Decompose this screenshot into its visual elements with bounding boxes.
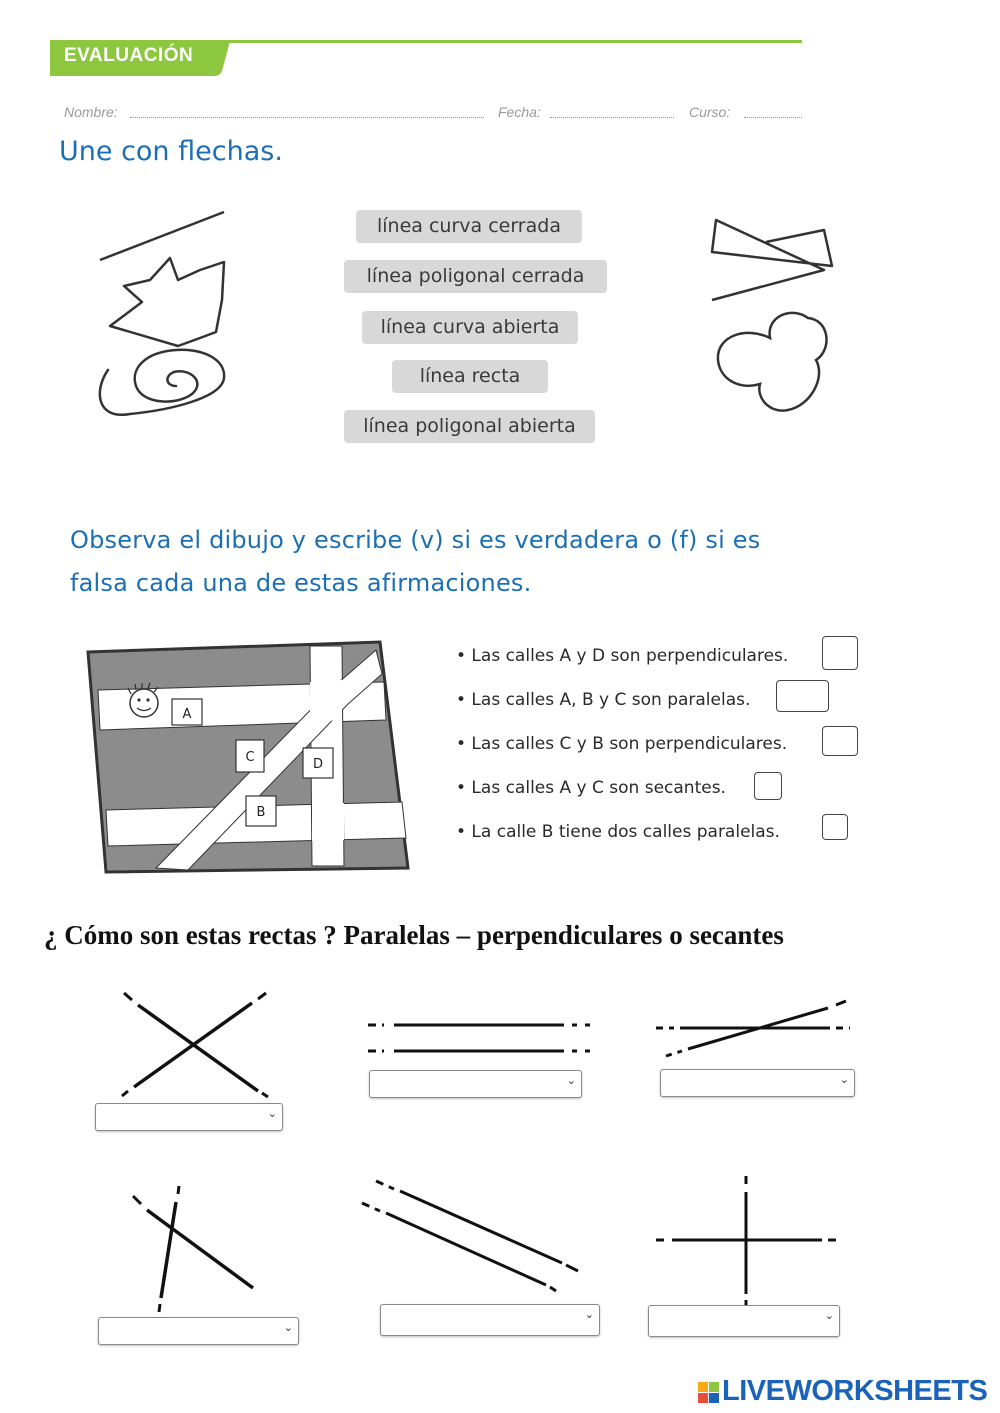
closed-curve-shape	[718, 313, 827, 411]
chevron-down-icon: ⌄	[824, 1309, 834, 1322]
statement-2: • Las calles A, B y C son paralelas.	[456, 690, 751, 710]
label-closed-curve[interactable]: línea curva cerrada	[356, 210, 582, 243]
answer-select-4[interactable]	[98, 1317, 299, 1345]
chevron-down-icon: ⌄	[283, 1321, 293, 1334]
chevron-down-icon: ⌄	[267, 1107, 277, 1120]
evaluation-title: EVALUACIÓN	[64, 45, 194, 66]
chevron-down-icon: ⌄	[584, 1308, 594, 1321]
map-label-c: C	[245, 750, 255, 765]
statement-5: • La calle B tiene dos calles paralelas.	[456, 822, 780, 842]
answer-box-3[interactable]	[822, 726, 858, 756]
answer-box-2[interactable]	[776, 680, 829, 712]
date-label: Fecha:	[498, 104, 541, 120]
statement-4: • Las calles A y C son secantes.	[456, 778, 726, 798]
map-label-d: D	[312, 757, 324, 772]
section1-title: Une con flechas.	[59, 136, 283, 167]
chevron-down-icon: ⌄	[566, 1074, 576, 1087]
label-straight-line[interactable]: línea recta	[392, 360, 548, 393]
label-open-polygonal[interactable]: línea poligonal abierta	[344, 410, 595, 443]
figure-perpendicular	[652, 1172, 842, 1307]
figure-parallel-oblique	[358, 1175, 583, 1300]
street-map	[84, 640, 414, 880]
figure-secant-x	[110, 985, 280, 1100]
label-closed-polygonal[interactable]: línea poligonal cerrada	[344, 260, 607, 293]
answer-select-6[interactable]	[648, 1305, 840, 1337]
figure-parallel-horizontal	[362, 1015, 597, 1060]
statement-1: • Las calles A y D son perpendiculares.	[456, 646, 789, 666]
answer-select-1[interactable]	[95, 1103, 283, 1131]
date-field[interactable]	[550, 117, 674, 118]
figure-secant-steep	[125, 1180, 260, 1315]
open-polygon-shape	[712, 220, 832, 300]
answer-select-5[interactable]	[380, 1304, 600, 1336]
answer-select-3[interactable]	[660, 1069, 855, 1097]
course-label: Curso:	[689, 104, 731, 120]
map-label-a: A	[182, 707, 192, 722]
left-shapes	[90, 200, 250, 430]
answer-select-2[interactable]	[369, 1070, 582, 1098]
answer-box-5[interactable]	[822, 814, 848, 840]
liveworksheets-logo-icon	[698, 1378, 720, 1410]
answer-box-1[interactable]	[822, 636, 858, 670]
answer-box-4[interactable]	[754, 772, 782, 800]
map-label-b: B	[256, 805, 266, 820]
section3-title: ¿ Cómo son estas rectas ? Paralelas – perpendiculares o secantes	[44, 920, 784, 950]
figure-secant-oblique	[652, 996, 852, 1061]
name-label: Nombre:	[64, 104, 118, 120]
brand-name[interactable]: LIVEWORKSHEETS	[722, 1375, 988, 1407]
chevron-down-icon: ⌄	[839, 1073, 849, 1086]
statement-3: • Las calles C y B son perpendiculares.	[456, 734, 788, 754]
straight-line-shape	[100, 212, 224, 260]
section2-title-line2: falsa cada una de estas afirmaciones.	[70, 569, 532, 597]
label-open-curve[interactable]: línea curva abierta	[362, 311, 578, 344]
right-shapes	[700, 210, 850, 430]
course-field[interactable]	[744, 117, 802, 118]
name-field[interactable]	[130, 117, 484, 118]
closed-polygon-shape	[110, 258, 224, 346]
section2-title-line1: Observa el dibujo y escribe (v) si es verdadera o (f) si es	[70, 526, 761, 554]
spiral-shape	[100, 350, 224, 415]
